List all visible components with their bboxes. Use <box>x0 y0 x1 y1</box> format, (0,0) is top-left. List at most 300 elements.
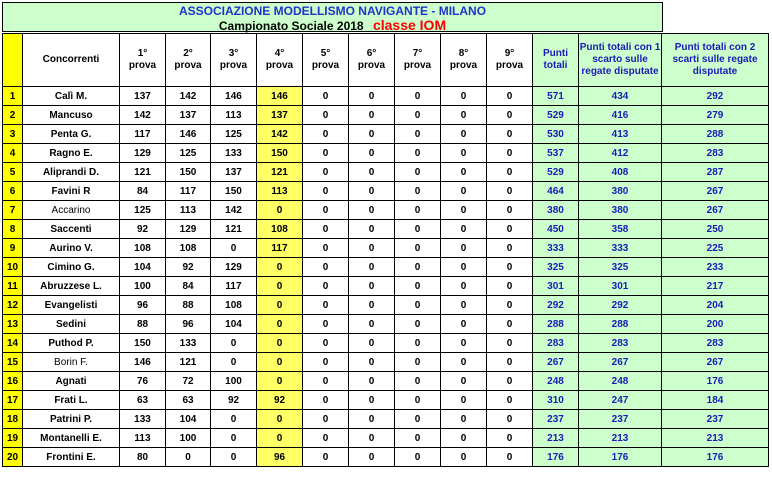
round-6-score: 0 <box>349 372 395 391</box>
total-points: 176 <box>533 448 579 467</box>
round-7-score: 0 <box>395 334 441 353</box>
total-points: 450 <box>533 220 579 239</box>
rank-cell: 3 <box>3 125 23 144</box>
round-2-score: 137 <box>166 106 211 125</box>
round-2-score: 72 <box>166 372 211 391</box>
competitor-name: Puthod P. <box>23 334 120 353</box>
round-7-score: 0 <box>395 220 441 239</box>
one-discard-points: 301 <box>579 277 662 296</box>
rank-cell: 12 <box>3 296 23 315</box>
round-8-score: 0 <box>441 258 487 277</box>
table-row <box>3 258 769 277</box>
round-1-score: 76 <box>120 372 166 391</box>
round-3-score: 0 <box>211 429 257 448</box>
table-row <box>3 239 769 258</box>
round-6-score: 0 <box>349 429 395 448</box>
rank-cell: 8 <box>3 220 23 239</box>
round-7-score: 0 <box>395 277 441 296</box>
competitor-name: Borin F. <box>23 353 120 372</box>
round-3-score: 104 <box>211 315 257 334</box>
round-5-score: 0 <box>303 353 349 372</box>
round-1-score: 117 <box>120 125 166 144</box>
rank-cell: 4 <box>3 144 23 163</box>
round-6-header: 6° prova <box>349 34 395 87</box>
table-row <box>3 163 769 182</box>
round-7-score: 0 <box>395 448 441 467</box>
two-discards-points: 184 <box>662 391 769 410</box>
round-8-score: 0 <box>441 182 487 201</box>
rank-cell: 14 <box>3 334 23 353</box>
two-discards-points: 250 <box>662 220 769 239</box>
round-6-score: 0 <box>349 315 395 334</box>
competitor-name: Sedini <box>23 315 120 334</box>
one-discard-points: 413 <box>579 125 662 144</box>
two-discards-points: 288 <box>662 125 769 144</box>
round-3-score: 92 <box>211 391 257 410</box>
round-6-score: 0 <box>349 201 395 220</box>
total-points: 288 <box>533 315 579 334</box>
one-discard-points: 213 <box>579 429 662 448</box>
one-discard-points: 283 <box>579 334 662 353</box>
rank-cell: 18 <box>3 410 23 429</box>
round-6-score: 0 <box>349 448 395 467</box>
competitors-header: Concorrenti <box>23 34 120 87</box>
round-7-score: 0 <box>395 163 441 182</box>
round-2-score: 146 <box>166 125 211 144</box>
round-7-score: 0 <box>395 125 441 144</box>
round-7-score: 0 <box>395 296 441 315</box>
round-3-score: 137 <box>211 163 257 182</box>
round-2-score: 113 <box>166 201 211 220</box>
round-1-header: 1° prova <box>120 34 166 87</box>
round-7-score: 0 <box>395 353 441 372</box>
total-points: 283 <box>533 334 579 353</box>
round-6-score: 0 <box>349 220 395 239</box>
table-row <box>3 144 769 163</box>
total-points: 464 <box>533 182 579 201</box>
round-4-score: 137 <box>257 106 303 125</box>
round-2-score: 96 <box>166 315 211 334</box>
header-row <box>3 34 769 87</box>
two-discards-points: 213 <box>662 429 769 448</box>
round-2-score: 104 <box>166 410 211 429</box>
round-5-score: 0 <box>303 296 349 315</box>
round-1-score: 100 <box>120 277 166 296</box>
round-5-score: 0 <box>303 106 349 125</box>
round-3-score: 0 <box>211 239 257 258</box>
round-4-score: 108 <box>257 220 303 239</box>
two-discards-points: 292 <box>662 87 769 106</box>
round-6-score: 0 <box>349 353 395 372</box>
rank-cell: 7 <box>3 201 23 220</box>
table-row <box>3 353 769 372</box>
two-discards-points: 287 <box>662 163 769 182</box>
total-points: 529 <box>533 163 579 182</box>
association-title: ASSOCIAZIONE MODELLISMO NAVIGANTE - MILANO <box>178 4 487 18</box>
round-6-score: 0 <box>349 391 395 410</box>
round-4-score: 0 <box>257 296 303 315</box>
round-8-score: 0 <box>441 125 487 144</box>
round-9-score: 0 <box>487 448 533 467</box>
round-1-score: 133 <box>120 410 166 429</box>
one-discard-header: Punti totali con 1 scarto sulle regate disputate <box>579 34 662 87</box>
round-4-score: 0 <box>257 353 303 372</box>
rank-cell: 6 <box>3 182 23 201</box>
round-9-score: 0 <box>487 125 533 144</box>
total-points: 213 <box>533 429 579 448</box>
total-points: 571 <box>533 87 579 106</box>
round-7-score: 0 <box>395 372 441 391</box>
round-3-score: 0 <box>211 410 257 429</box>
round-3-score: 0 <box>211 353 257 372</box>
total-points: 530 <box>533 125 579 144</box>
round-4-score: 113 <box>257 182 303 201</box>
rank-cell: 2 <box>3 106 23 125</box>
two-discards-points: 200 <box>662 315 769 334</box>
one-discard-points: 434 <box>579 87 662 106</box>
total-points: 237 <box>533 410 579 429</box>
round-9-header: 9° prova <box>487 34 533 87</box>
round-3-score: 0 <box>211 448 257 467</box>
round-4-score: 0 <box>257 315 303 334</box>
round-2-score: 133 <box>166 334 211 353</box>
one-discard-points: 380 <box>579 182 662 201</box>
round-1-score: 146 <box>120 353 166 372</box>
round-3-score: 146 <box>211 87 257 106</box>
total-points: 325 <box>533 258 579 277</box>
round-3-score: 129 <box>211 258 257 277</box>
round-4-score: 0 <box>257 334 303 353</box>
round-7-score: 0 <box>395 258 441 277</box>
table-row <box>3 125 769 144</box>
one-discard-points: 333 <box>579 239 662 258</box>
round-6-score: 0 <box>349 125 395 144</box>
round-4-score: 0 <box>257 429 303 448</box>
round-2-score: 108 <box>166 239 211 258</box>
competitor-name: Calì M. <box>23 87 120 106</box>
round-2-score: 142 <box>166 87 211 106</box>
round-8-score: 0 <box>441 429 487 448</box>
total-points: 292 <box>533 296 579 315</box>
round-5-score: 0 <box>303 125 349 144</box>
round-2-score: 150 <box>166 163 211 182</box>
round-6-score: 0 <box>349 258 395 277</box>
round-5-score: 0 <box>303 163 349 182</box>
round-1-score: 63 <box>120 391 166 410</box>
total-points: 529 <box>533 106 579 125</box>
round-9-score: 0 <box>487 429 533 448</box>
round-4-score: 0 <box>257 410 303 429</box>
round-9-score: 0 <box>487 182 533 201</box>
total-points: 248 <box>533 372 579 391</box>
round-5-score: 0 <box>303 448 349 467</box>
round-5-score: 0 <box>303 220 349 239</box>
round-8-score: 0 <box>441 239 487 258</box>
two-discards-points: 283 <box>662 144 769 163</box>
round-2-header: 2° prova <box>166 34 211 87</box>
round-1-score: 96 <box>120 296 166 315</box>
round-8-score: 0 <box>441 448 487 467</box>
round-9-score: 0 <box>487 315 533 334</box>
round-9-score: 0 <box>487 296 533 315</box>
two-discards-points: 204 <box>662 296 769 315</box>
round-9-score: 0 <box>487 372 533 391</box>
round-2-score: 100 <box>166 429 211 448</box>
table-row <box>3 410 769 429</box>
round-4-score: 0 <box>257 201 303 220</box>
round-8-score: 0 <box>441 201 487 220</box>
table-row <box>3 220 769 239</box>
round-6-score: 0 <box>349 182 395 201</box>
round-5-score: 0 <box>303 144 349 163</box>
header-banner <box>2 2 663 32</box>
round-9-score: 0 <box>487 410 533 429</box>
competitor-name: Frati L. <box>23 391 120 410</box>
round-4-score: 0 <box>257 258 303 277</box>
competitor-name: Evangelisti <box>23 296 120 315</box>
round-4-score: 92 <box>257 391 303 410</box>
round-6-score: 0 <box>349 334 395 353</box>
round-4-header: 4° prova <box>257 34 303 87</box>
round-7-score: 0 <box>395 429 441 448</box>
round-3-score: 125 <box>211 125 257 144</box>
round-9-score: 0 <box>487 239 533 258</box>
competitor-name: Aurino V. <box>23 239 120 258</box>
one-discard-points: 412 <box>579 144 662 163</box>
round-5-score: 0 <box>303 334 349 353</box>
competitor-name: Abruzzese L. <box>23 277 120 296</box>
total-points-header: Punti totali <box>533 34 579 87</box>
two-discards-points: 283 <box>662 334 769 353</box>
competitor-name: Penta G. <box>23 125 120 144</box>
one-discard-points: 248 <box>579 372 662 391</box>
round-7-score: 0 <box>395 182 441 201</box>
round-9-score: 0 <box>487 144 533 163</box>
round-9-score: 0 <box>487 258 533 277</box>
round-3-score: 150 <box>211 182 257 201</box>
round-7-score: 0 <box>395 144 441 163</box>
round-1-score: 84 <box>120 182 166 201</box>
round-6-score: 0 <box>349 239 395 258</box>
round-6-score: 0 <box>349 163 395 182</box>
round-5-score: 0 <box>303 429 349 448</box>
round-1-score: 113 <box>120 429 166 448</box>
round-5-score: 0 <box>303 87 349 106</box>
round-4-score: 96 <box>257 448 303 467</box>
table-row <box>3 315 769 334</box>
round-1-score: 121 <box>120 163 166 182</box>
round-5-score: 0 <box>303 391 349 410</box>
round-5-score: 0 <box>303 258 349 277</box>
round-4-score: 0 <box>257 277 303 296</box>
two-discards-points: 267 <box>662 201 769 220</box>
one-discard-points: 292 <box>579 296 662 315</box>
round-6-score: 0 <box>349 144 395 163</box>
two-discards-points: 176 <box>662 372 769 391</box>
competitor-name: Ragno E. <box>23 144 120 163</box>
round-5-score: 0 <box>303 277 349 296</box>
round-9-score: 0 <box>487 391 533 410</box>
round-3-score: 133 <box>211 144 257 163</box>
round-8-score: 0 <box>441 106 487 125</box>
round-9-score: 0 <box>487 106 533 125</box>
one-discard-points: 358 <box>579 220 662 239</box>
round-8-score: 0 <box>441 220 487 239</box>
round-8-score: 0 <box>441 372 487 391</box>
round-5-score: 0 <box>303 315 349 334</box>
rank-header <box>3 34 23 87</box>
table-row <box>3 448 769 467</box>
round-1-score: 129 <box>120 144 166 163</box>
round-6-score: 0 <box>349 87 395 106</box>
round-1-score: 108 <box>120 239 166 258</box>
competitor-name: Montanelli E. <box>23 429 120 448</box>
rank-cell: 1 <box>3 87 23 106</box>
one-discard-points: 325 <box>579 258 662 277</box>
two-discards-points: 267 <box>662 353 769 372</box>
round-2-score: 84 <box>166 277 211 296</box>
round-4-score: 0 <box>257 372 303 391</box>
table-row <box>3 106 769 125</box>
round-2-score: 117 <box>166 182 211 201</box>
one-discard-points: 380 <box>579 201 662 220</box>
one-discard-points: 237 <box>579 410 662 429</box>
total-points: 333 <box>533 239 579 258</box>
rank-cell: 19 <box>3 429 23 448</box>
round-9-score: 0 <box>487 87 533 106</box>
two-discards-points: 225 <box>662 239 769 258</box>
round-8-header: 8° prova <box>441 34 487 87</box>
rank-cell: 16 <box>3 372 23 391</box>
round-5-header: 5° prova <box>303 34 349 87</box>
round-1-score: 150 <box>120 334 166 353</box>
competitor-name: Cimino G. <box>23 258 120 277</box>
round-3-score: 117 <box>211 277 257 296</box>
rank-cell: 9 <box>3 239 23 258</box>
round-5-score: 0 <box>303 182 349 201</box>
rank-cell: 20 <box>3 448 23 467</box>
round-9-score: 0 <box>487 277 533 296</box>
round-3-header: 3° prova <box>211 34 257 87</box>
rank-cell: 10 <box>3 258 23 277</box>
table-row <box>3 182 769 201</box>
round-8-score: 0 <box>441 334 487 353</box>
two-discards-points: 217 <box>662 277 769 296</box>
competitor-name: Saccenti <box>23 220 120 239</box>
table-row <box>3 372 769 391</box>
table-row <box>3 277 769 296</box>
round-7-score: 0 <box>395 106 441 125</box>
standings-table <box>2 33 769 467</box>
round-1-score: 80 <box>120 448 166 467</box>
round-1-score: 92 <box>120 220 166 239</box>
table-row <box>3 429 769 448</box>
round-2-score: 129 <box>166 220 211 239</box>
round-2-score: 88 <box>166 296 211 315</box>
one-discard-points: 288 <box>579 315 662 334</box>
round-9-score: 0 <box>487 163 533 182</box>
table-row <box>3 391 769 410</box>
round-5-score: 0 <box>303 410 349 429</box>
round-7-score: 0 <box>395 239 441 258</box>
round-8-score: 0 <box>441 277 487 296</box>
two-discards-points: 267 <box>662 182 769 201</box>
round-7-header: 7° prova <box>395 34 441 87</box>
competitor-name: Accarino <box>23 201 120 220</box>
round-7-score: 0 <box>395 410 441 429</box>
round-2-score: 121 <box>166 353 211 372</box>
round-3-score: 108 <box>211 296 257 315</box>
two-discards-header: Punti totali con 2 scarti sulle regate disputate <box>662 34 769 87</box>
round-2-score: 92 <box>166 258 211 277</box>
round-7-score: 0 <box>395 87 441 106</box>
competitor-name: Frontini E. <box>23 448 120 467</box>
two-discards-points: 279 <box>662 106 769 125</box>
round-1-score: 125 <box>120 201 166 220</box>
round-3-score: 121 <box>211 220 257 239</box>
rank-cell: 5 <box>3 163 23 182</box>
total-points: 267 <box>533 353 579 372</box>
one-discard-points: 416 <box>579 106 662 125</box>
round-8-score: 0 <box>441 163 487 182</box>
total-points: 380 <box>533 201 579 220</box>
round-2-score: 0 <box>166 448 211 467</box>
round-9-score: 0 <box>487 353 533 372</box>
round-7-score: 0 <box>395 315 441 334</box>
rank-cell: 15 <box>3 353 23 372</box>
round-8-score: 0 <box>441 353 487 372</box>
round-1-score: 137 <box>120 87 166 106</box>
round-3-score: 113 <box>211 106 257 125</box>
rank-cell: 11 <box>3 277 23 296</box>
round-7-score: 0 <box>395 391 441 410</box>
championship-name: Campionato Sociale 2018 <box>218 19 364 33</box>
total-points: 310 <box>533 391 579 410</box>
one-discard-points: 408 <box>579 163 662 182</box>
round-8-score: 0 <box>441 144 487 163</box>
round-3-score: 100 <box>211 372 257 391</box>
round-4-score: 121 <box>257 163 303 182</box>
round-8-score: 0 <box>441 410 487 429</box>
round-8-score: 0 <box>441 296 487 315</box>
round-4-score: 146 <box>257 87 303 106</box>
round-4-score: 142 <box>257 125 303 144</box>
one-discard-points: 267 <box>579 353 662 372</box>
round-2-score: 63 <box>166 391 211 410</box>
round-9-score: 0 <box>487 201 533 220</box>
round-9-score: 0 <box>487 334 533 353</box>
total-points: 301 <box>533 277 579 296</box>
class-label: classe IOM <box>372 17 447 33</box>
round-1-score: 104 <box>120 258 166 277</box>
round-2-score: 125 <box>166 144 211 163</box>
competitor-name: Aliprandi D. <box>23 163 120 182</box>
competitor-name: Mancuso <box>23 106 120 125</box>
round-8-score: 0 <box>441 315 487 334</box>
rank-cell: 17 <box>3 391 23 410</box>
round-6-score: 0 <box>349 277 395 296</box>
round-8-score: 0 <box>441 87 487 106</box>
round-9-score: 0 <box>487 220 533 239</box>
round-1-score: 142 <box>120 106 166 125</box>
round-5-score: 0 <box>303 239 349 258</box>
round-8-score: 0 <box>441 391 487 410</box>
round-6-score: 0 <box>349 106 395 125</box>
competitor-name: Patrini P. <box>23 410 120 429</box>
two-discards-points: 176 <box>662 448 769 467</box>
round-6-score: 0 <box>349 296 395 315</box>
competitor-name: Favini R <box>23 182 120 201</box>
